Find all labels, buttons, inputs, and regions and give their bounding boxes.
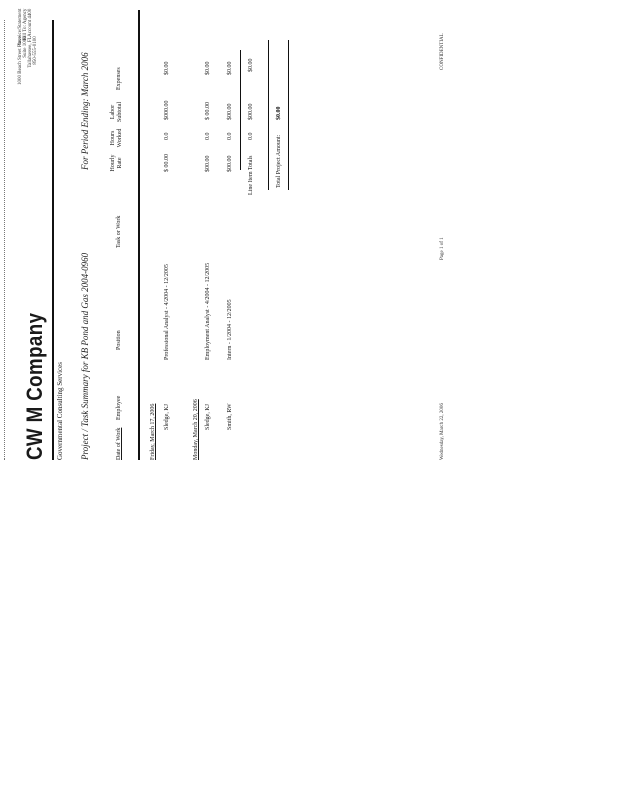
entry-hours: 0.0 <box>164 132 170 140</box>
grand-total-rule <box>268 40 269 190</box>
line-total-hours: 0.0 <box>248 132 254 140</box>
col-employee: Employee <box>116 395 122 420</box>
entry-position: Professional Analyst - 4/2004 - 12/2005 <box>164 264 170 360</box>
footer-right: CONFIDENTIAL <box>440 33 445 70</box>
entry-rate: $00.00 <box>227 155 233 172</box>
document-page <box>0 0 445 470</box>
company-name: CW M Company <box>22 312 47 460</box>
col-task: Task or Work <box>116 215 122 248</box>
company-tagline: Governmental Consulting Services <box>56 362 64 460</box>
grand-total-value: $0.00 <box>276 106 282 120</box>
line-total-labor: $00.00 <box>248 103 254 120</box>
contact-block <box>18 9 33 45</box>
col-date: Date of Work <box>116 427 122 460</box>
report-period: For Period Ending: March 2006 <box>80 52 90 170</box>
grand-total-underline <box>288 40 289 190</box>
contact-line: Invoice/Statement <box>18 8 23 45</box>
col-position: Position <box>116 330 122 350</box>
entry-expense: $0.00 <box>227 61 233 75</box>
footer-page: Page 1 of 1 <box>440 237 445 260</box>
entry-employee: Sledge, KJ <box>205 404 211 430</box>
entry-expense: $0.00 <box>205 61 211 75</box>
grand-total-label: Total Project Amount: <box>276 134 282 188</box>
address-line: Suite 1000 <box>23 36 28 58</box>
col-rate: Hourly Rate <box>110 154 123 172</box>
col-labor: Labor Subtotal <box>110 101 123 122</box>
entry-position: Intern - 1/2004 - 12/2005 <box>227 299 233 360</box>
project-title: Project / Task Summary for KB Pond and Gas 2004-0960 <box>80 252 90 460</box>
col-expense: Expenses <box>116 67 122 90</box>
entry-rate: $00.00 <box>205 155 211 172</box>
entry-hours: 0.0 <box>205 132 211 140</box>
entry-date: Monday, March 20, 2006 <box>193 399 199 460</box>
entry-employee: Smith, RW <box>227 403 233 430</box>
address-line: 1000 Beach Street Place <box>18 36 23 85</box>
header-rule <box>52 20 54 460</box>
entry-labor: $ 00.00 <box>205 102 211 120</box>
entry-position: Employment Analyst - 4/2004 - 12/2005 <box>205 262 211 360</box>
contact-line: Bill To: Agency <box>23 8 28 41</box>
line-total-rule <box>240 50 241 170</box>
entry-labor: $000.00 <box>164 100 170 120</box>
entry-expense: $0.00 <box>164 61 170 75</box>
entry-hours: 0.0 <box>227 132 233 140</box>
col-hours: Hours Worked <box>110 128 123 148</box>
footer-date: Wednesday, March 22, 2006 <box>440 403 445 460</box>
line-total-expense: $0.00 <box>248 58 254 72</box>
entry-labor: $00.00 <box>227 103 233 120</box>
scan-dotted-line <box>4 20 6 460</box>
line-total-label: Line Item Totals <box>248 155 254 195</box>
address-line: Tallahassee, FL <box>28 36 33 68</box>
entry-rate: $ 00.00 <box>164 154 170 172</box>
contact-line: Account 4400 <box>28 8 33 37</box>
address-line: 850-555-0100 <box>33 36 38 65</box>
entry-employee: Sledge, KJ <box>164 404 170 430</box>
table-header-rule <box>138 10 140 460</box>
entry-date: Friday, March 17, 2006 <box>150 403 156 460</box>
